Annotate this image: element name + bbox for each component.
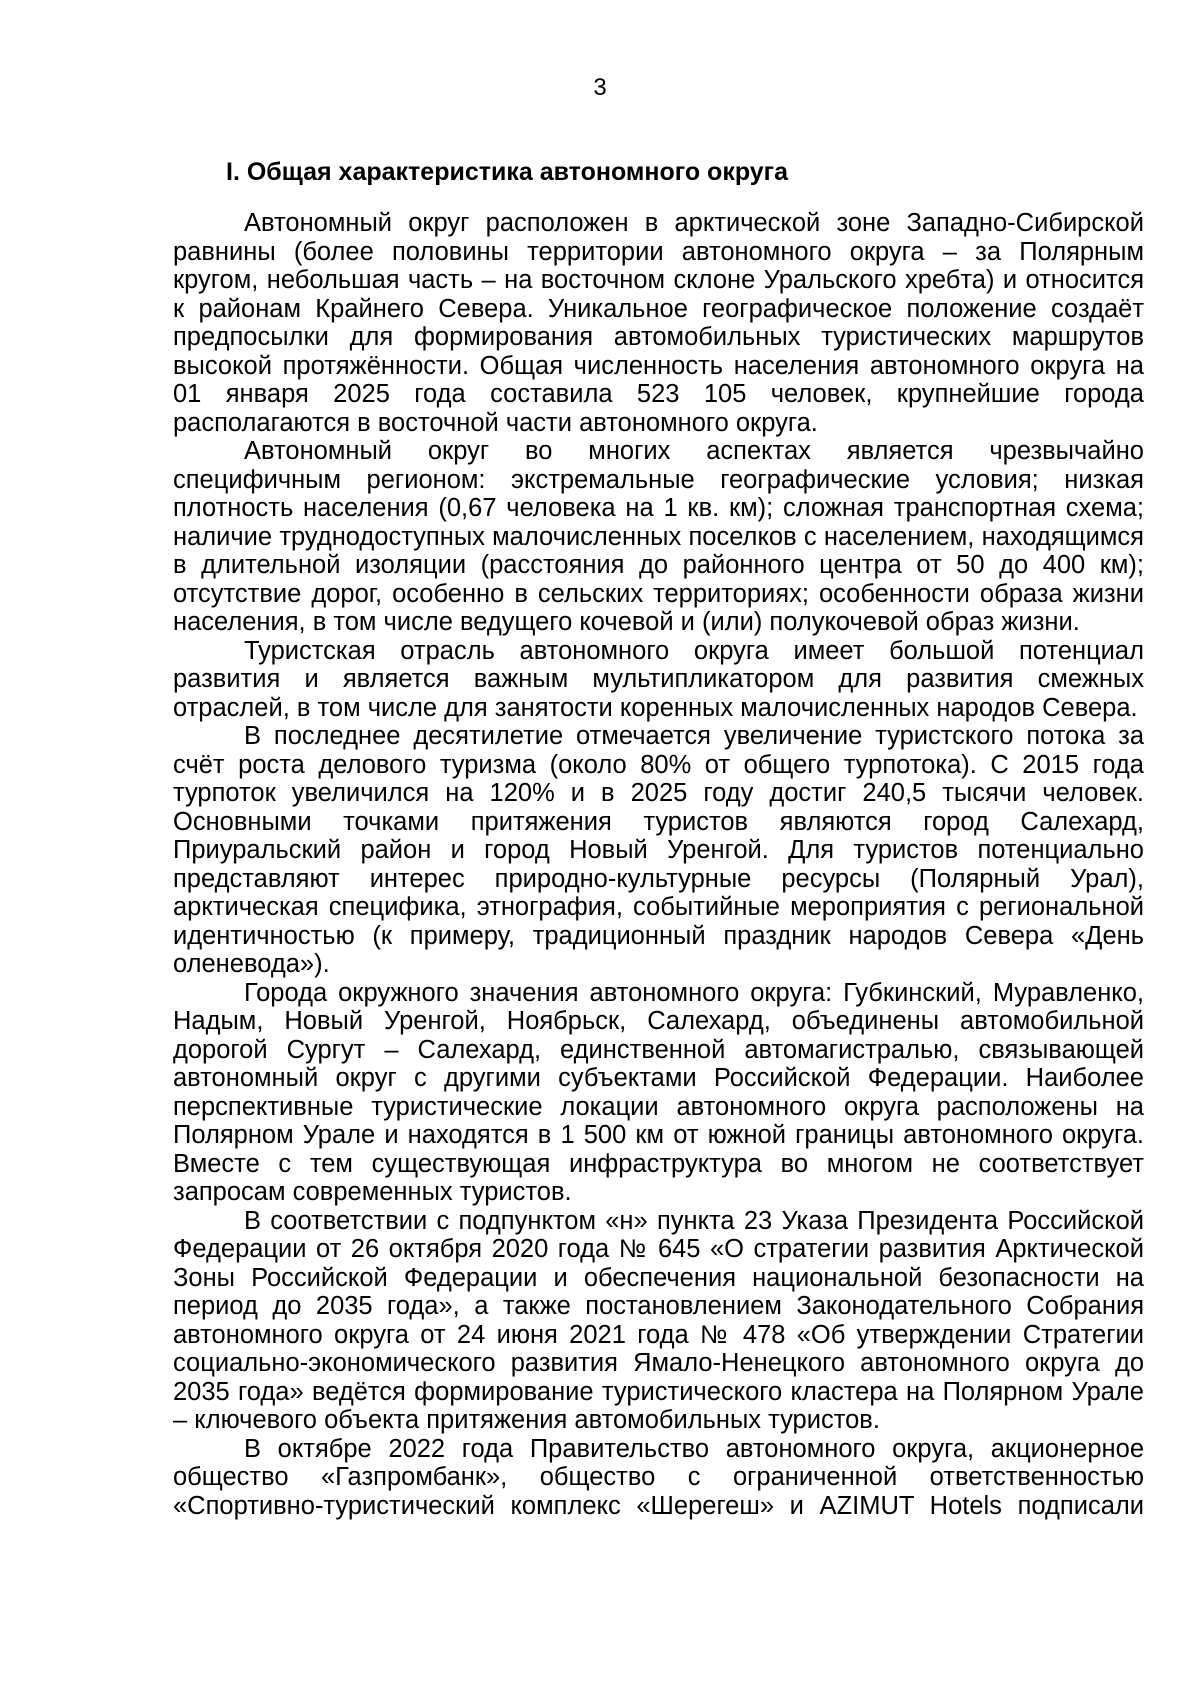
paragraph-agreement: В октябре 2022 года Правительство автономного округа, акционерное общество «Газпромбанк», общество с ограниченной ответственностью «Спортивно-туристический комплекс «Шерегеш» и AZIMUT Hotels подписали — [173, 1434, 1144, 1520]
paragraph-tourist-flow: В последнее десятилетие отмечается увеличение туристского потока за счёт роста делового туризма (около 80% от общего турпотока). С 2015 года турпоток увеличился на 120% и в 2025 году достиг 240,5 тысячи человек. Основными точками притяжения туристов являются город Салехард, Приуральский район и город Новый Уренгой. Для туристов потенциально представляют интерес природно-культурные ресурсы (Полярный Урал), арктическая специфика, этнография, событийные мероприятия с региональной идентичностью (к примеру, традиционный праздник народов Севера «День оленевода»). — [173, 722, 1144, 978]
page-number: 3 — [593, 74, 607, 101]
paragraph-cities-roads: Города окружного значения автономного округа: Губкинский, Муравленко, Надым, Новый Уренгой, Ноябрьск, Салехард, объединены автомобильной дорогой Сургут – Салехард, единственной автомагистралью, связывающей автономный округ с другими субъектами Российской Федерации. Наиболее перспективные туристические локации автономного округа расположены на Полярном Урале и находятся в 1 500 км от южной границы автономного округа. Вместе с тем существующая инфраструктура во многом не соответствует запросам современных туристов. — [173, 978, 1144, 1206]
paragraph-geography: Автономный округ расположен в арктической зоне Западно-Сибирской равнины (более половины территории автономного округа – за Полярным кругом, небольшая часть – на восточном склоне Уральского хребта) и относится к районам Крайнего Севера. Уникальное географическое положение создаёт предпосылки для формирования автомобильных туристических маршрутов высокой протяжённости. Общая численность населения автономного округа на 01 января 2025 года составила 523 105 человек, крупнейшие города располагаются в восточной части автономного округа. — [173, 209, 1144, 437]
paragraph-tourism-potential: Туристская отрасль автономного округа имеет большой потенциал развития и является важным мультипликатором для развития смежных отраслей, в том числе для занятости коренных малочисленных народов Севера. — [173, 636, 1144, 722]
section-heading: I. Общая характеристика автономного округа — [226, 158, 788, 186]
paragraph-strategy-cluster: В соответствии с подпунктом «н» пункта 23 Указа Президента Российской Федерации от 26 октября 2020 года № 645 «О стратегии развития Арктической Зоны Российской Федерации и обеспечения национальной безопасности на период до 2035 года», а также постановлением Законодательного Собрания автономного округа от 24 июня 2021 года № 478 «Об утверждении Стратегии социально-экономического развития Ямало-Ненецкого автономного округа до 2035 года» ведётся формирование туристического кластера на Полярном Урале – ключевого объекта притяжения автомобильных туристов. — [173, 1206, 1144, 1434]
body-text — [173, 209, 1144, 1520]
paragraph-region-specifics: Автономный округ во многих аспектах является чрезвычайно специфичным регионом: экстремальные географические условия; низкая плотность населения (0,67 человека на 1 кв. км); сложная транспортная схема; наличие труднодоступных малочисленных поселков с населением, находящимся в длительной изоляции (расстояния до районного центра от 50 до 400 км); отсутствие дорог, особенно в сельских территориях; особенности образа жизни населения, в том числе ведущего кочевой и (или) полукочевой образ жизни. — [173, 437, 1144, 636]
